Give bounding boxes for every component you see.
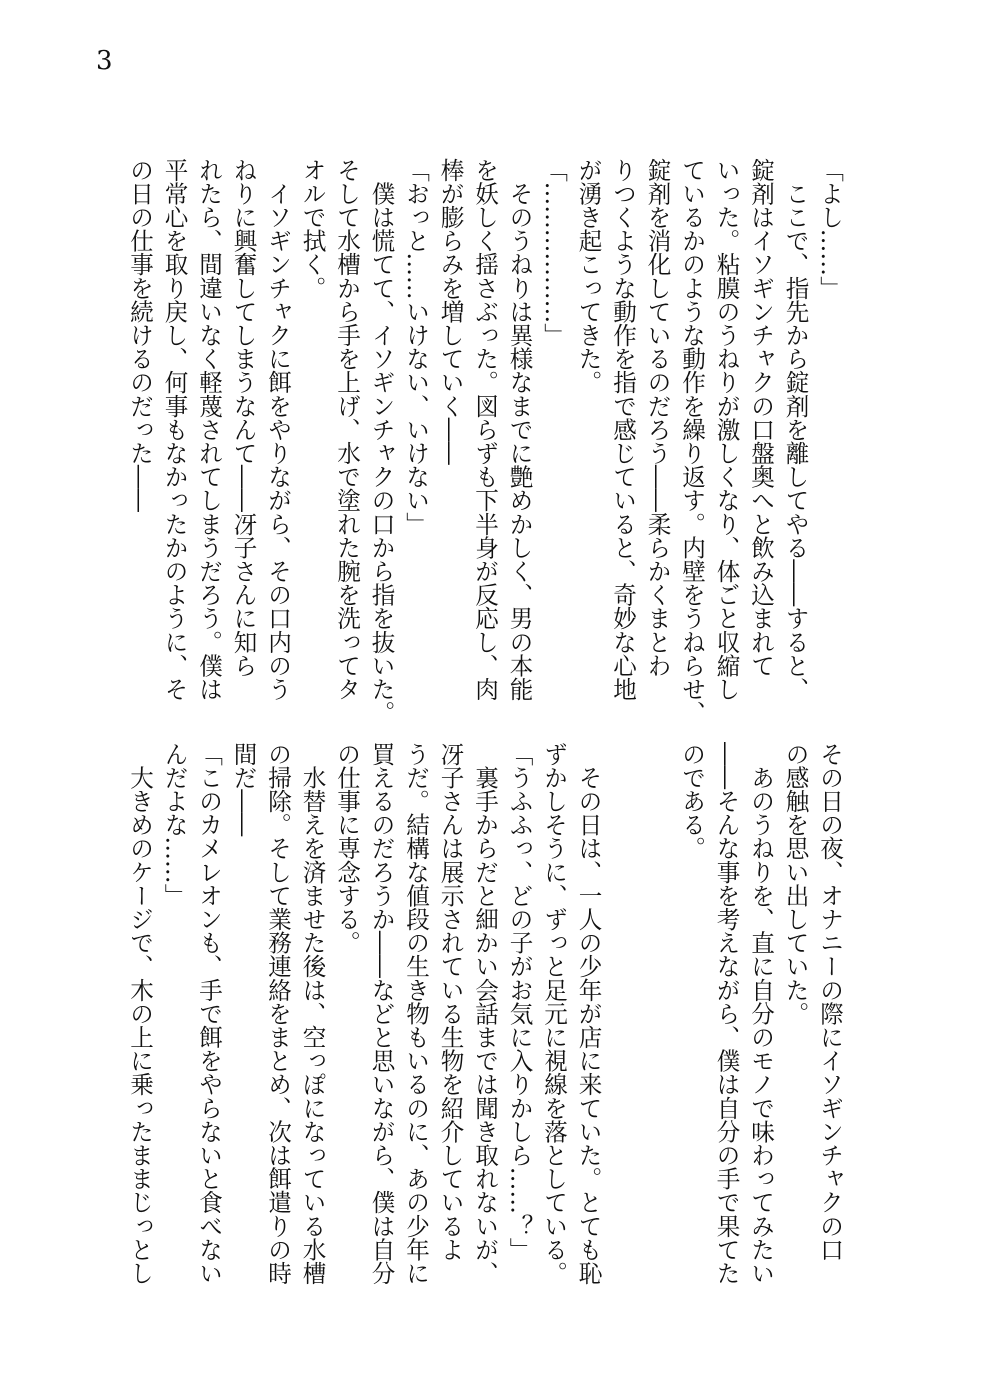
page-number: 3 <box>96 46 113 76</box>
text-column: あのうねりを、直に自分のモノで味わってみたい <box>747 742 775 1285</box>
text-column: ているかのような動作を繰り返す。内壁をうねらせ、 <box>678 158 706 725</box>
text-column: のである。 <box>678 742 706 860</box>
upper-text-block <box>123 158 848 725</box>
text-column: うだ。結構な値段の生き物もいるのに、あの少年に <box>402 742 430 1285</box>
text-column: 「よし……」 <box>816 158 844 300</box>
text-column: イソギンチャクに餌をやりながら、その口内のう <box>264 158 292 701</box>
text-column: オルで拭く。 <box>298 158 327 300</box>
text-column: 裏手からだと細かい会話までは聞き取れないが、 <box>471 742 499 1285</box>
text-column: ――そんな事を考えながら、僕は自分の手で果てた <box>712 742 741 1285</box>
text-column: 棒が膨らみを増していく―― <box>436 158 465 465</box>
text-column: ずかしそうに、ずっと足元に視線を落としている。 <box>540 742 568 1285</box>
text-column: 平常心を取り戻し、何事もなかったかのように、そ <box>160 158 189 701</box>
text-column <box>640 742 675 1282</box>
text-column: の日の仕事を続けるのだった―― <box>126 158 154 512</box>
text-column: の掃除。そして業務連絡をまとめ、次は餌遣りの時 <box>264 742 292 1285</box>
text-column: 錠剤はイソギンチャクの口盤奥へと飲み込まれて <box>747 158 775 678</box>
text-column: いった。粘膜のうねりが激しくなり、体ごと収縮し <box>712 158 741 701</box>
text-column: 「このカメレオンも、手で餌をやらないと食べない <box>195 742 223 1285</box>
text-column: 「おっと……いけない、いけない」 <box>402 158 430 536</box>
text-column: りつくような動作を指で感じていると、奇妙な心地 <box>609 158 637 701</box>
text-column: の仕事に専念する。 <box>333 742 361 955</box>
text-column: 錠剤を消化しているのだろう――柔らかくまとわ <box>643 158 672 678</box>
text-column: んだよな……」 <box>160 742 189 908</box>
text-column: そして水槽から手を上げ、水で塗れた腕を洗ってタ <box>333 158 361 701</box>
text-column: 「………………」 <box>540 158 568 347</box>
text-column: の感触を思い出していた。 <box>781 742 810 1026</box>
text-column: を妖しく揺さぶった。図らずも下半身が反応し、肉 <box>471 158 499 701</box>
text-column <box>606 742 641 1282</box>
lower-text-block <box>123 742 848 1285</box>
text-column: れたら、間違いなく軽蔑されてしまうだろう。僕は <box>195 158 223 701</box>
text-column: そのうねりは異様なまでに艶めかしく、男の本能 <box>505 158 534 701</box>
text-column: その日は、一人の少年が店に来ていた。とても恥 <box>574 742 603 1285</box>
text-column: 買えるのだろうか――などと思いながら、僕は自分 <box>367 742 396 1285</box>
text-column: ここで、指先から錠剤を離してやる――すると、 <box>781 158 810 701</box>
text-column: 冴子さんは展示されている生物を紹介しているよ <box>436 742 465 1262</box>
text-column: 大きめのケージで、木の上に乗ったままじっとし <box>126 742 154 1285</box>
text-column: が湧き起こってきた。 <box>574 158 603 394</box>
text-column: 間だ―― <box>229 742 258 837</box>
text-column: 「うふふっ、どの子がお気に入りかしら……？」 <box>505 742 534 1262</box>
text-column: ねりに興奮してしまうなんて――冴子さんに知ら <box>229 158 258 678</box>
text-column: 水替えを済ませた後は、空っぽになっている水槽 <box>298 742 327 1285</box>
text-column: その日の夜、オナニーの際にイソギンチャクの口 <box>816 742 844 1262</box>
text-column: 僕は慌てて、イソギンチャクの口から指を抜いた。 <box>367 158 396 725</box>
